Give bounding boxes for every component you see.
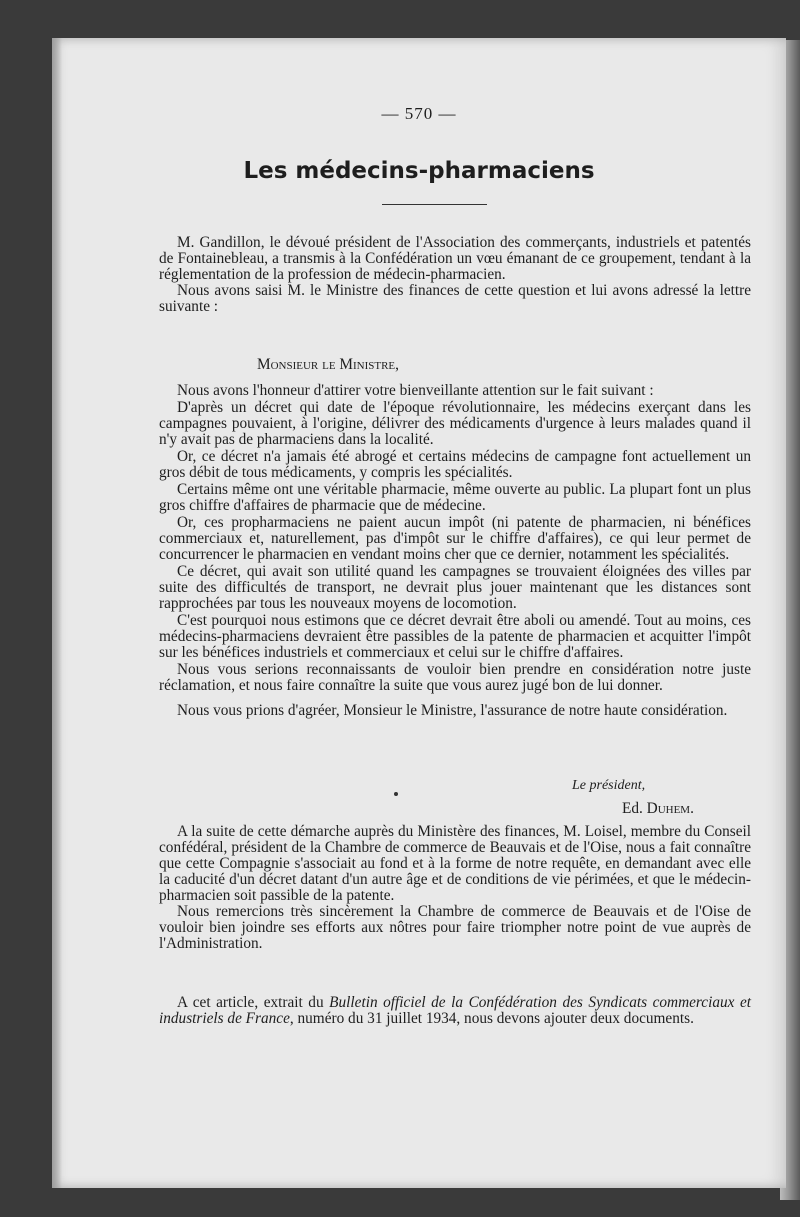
paragraph: A cet article, extrait du Bulletin officiel de la Confédération des Syndicats commerciaux et industriels de France, numéro du 31 juillet 1934, nous devons ajouter deux documents. bbox=[159, 994, 751, 1027]
paragraph: Ce décret, qui avait son utilité quand les campagnes se trouvaient éloignées des villes par suite des difficultés de transport, ne devrait plus jouer maintenant que les distances sont rapprochées par tous les nouveaux moyens de locomotion. bbox=[159, 563, 751, 612]
paragraph: Nous vous prions d'agréer, Monsieur le Ministre, l'assurance de notre haute considération. bbox=[177, 702, 728, 719]
paragraph: Nous avons l'honneur d'attirer votre bienveillante attention sur le fait suivant : bbox=[177, 382, 654, 399]
document-page bbox=[52, 38, 786, 1188]
source-title: Bulletin officiel de la Confédération des Syndicats commerciaux et industriels de France bbox=[159, 994, 751, 1027]
paragraph: Nous avons saisi M. le Ministre des finances de cette question et lui avons adressé la lettre suivante : bbox=[159, 282, 751, 315]
followup-block bbox=[159, 824, 751, 952]
paragraph: D'après un décret qui date de l'époque révolutionnaire, les médecins exerçant dans les campagnes pouvaient, à l'origine, délivrer des médicaments d'urgence à leurs malades quand il n'y avait pas de pharmaciens dans la localité. bbox=[159, 399, 751, 448]
paragraph: Nous vous serions reconnaissants de vouloir bien prendre en considération notre juste réclamation, et nous faire connaître la suite que vous aurez jugé bon de lui donner. bbox=[159, 661, 751, 694]
paragraph: Or, ce décret n'a jamais été abrogé et certains médecins de campagne font actuellement un gros débit de tous médicaments, y compris les spécialités. bbox=[159, 448, 751, 481]
signature-role: Le président, bbox=[572, 778, 646, 793]
paragraph: C'est pourquoi nous estimons que ce décret devrait être aboli ou amendé. Tout au moins, ces médecins-pharmaciens devraient être passibles de la patente de pharmacien et acquitter l'impôt sur les bénéfices industriels et commerciaux et celui sur le chiffre d'affaires. bbox=[159, 612, 751, 661]
paragraph: Or, ces propharmaciens ne paient aucun impôt (ni patente de pharmacien, ni bénéfices commerciaux et, naturellement, pas d'impôt sur le chiffre d'affaires), ce qui leur permet de concurrencer le pharmacien en vendant moins cher que ce dernier, notamment les spécialités. bbox=[159, 514, 751, 563]
paragraph: Certains même ont une véritable pharmacie, même ouverte au public. La plupart font un plus gros chiffre d'affaires de pharmacie que de médecine. bbox=[159, 481, 751, 514]
binding-shadow bbox=[52, 38, 62, 1188]
page-number: — 570 — bbox=[381, 104, 457, 123]
separator-dot bbox=[394, 792, 398, 796]
letter-salutation: Monsieur le Ministre, bbox=[257, 356, 399, 373]
signature-name: Ed. Duhem. bbox=[622, 800, 694, 817]
article-title: Les médecins-pharmaciens bbox=[243, 158, 595, 184]
intro-block bbox=[159, 235, 751, 315]
paragraph: M. Gandillon, le dévoué président de l'Association des commerçants, industriels et patentés de Fontainebleau, a transmis à la Confédération un vœu émanant de ce groupement, tendant à la réglementation de la profession de médecin-pharmacien. bbox=[159, 234, 751, 283]
paragraph: A la suite de cette démarche auprès du Ministère des finances, M. Loisel, membre du Conseil confédéral, président de la Chambre de commerce de Beauvais et de l'Oise, nous a fait connaître que cette Compagnie s'associait au fond et à la forme de notre requête, en demandant avec elle la caducité d'un décret datant d'un autre âge et de conditions de vie périmées, et que le médecin-pharmacien soit passible de la patente. bbox=[159, 823, 751, 904]
paragraph: Nous remercions très sincèrement la Chambre de commerce de Beauvais et de l'Oise de vouloir bien joindre ses efforts aux nôtres pour faire triompher notre point de vue auprès de l'Administration. bbox=[159, 903, 751, 952]
letter-body bbox=[159, 383, 751, 719]
title-divider bbox=[382, 204, 487, 205]
closing-block bbox=[159, 995, 751, 1027]
